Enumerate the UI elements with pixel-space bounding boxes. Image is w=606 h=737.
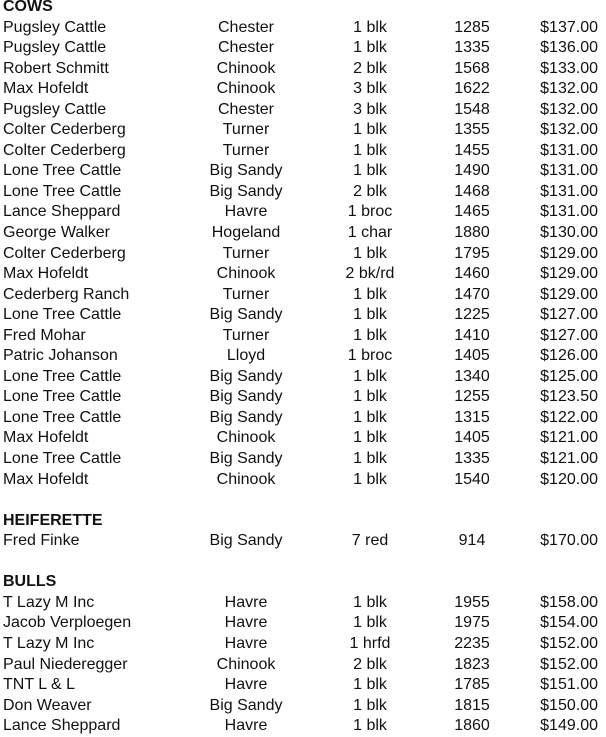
section-heading: HEIFERETTE — [3, 511, 103, 529]
table-row — [0, 675, 606, 696]
seller-name: Max Hofeldt — [3, 470, 89, 488]
seller-town: Big Sandy — [209, 532, 283, 550]
head-breed: 1 blk — [353, 162, 387, 180]
seller-town: Chester — [217, 39, 275, 57]
price: $130.00 — [540, 224, 598, 242]
price: $125.00 — [540, 367, 598, 385]
seller-name: TNT L & L — [3, 676, 76, 694]
seller-town: Turner — [222, 141, 270, 159]
section-spacer — [0, 552, 606, 573]
price: $120.00 — [540, 470, 598, 488]
weight: 1622 — [454, 80, 490, 98]
weight: 1460 — [454, 265, 490, 283]
head-breed: 1 blk — [353, 614, 387, 632]
table-row — [0, 100, 606, 121]
weight: 2235 — [454, 634, 490, 652]
price: $154.00 — [540, 614, 598, 632]
seller-town: Chester — [217, 100, 275, 118]
price: $131.00 — [540, 203, 598, 221]
head-breed: 1 blk — [353, 408, 387, 426]
head-breed: 7 red — [351, 532, 389, 550]
seller-name: Lone Tree Cattle — [3, 408, 122, 426]
section-heading: BULLS — [3, 573, 57, 591]
seller-name: Lance Sheppard — [3, 203, 121, 221]
price: $127.00 — [540, 306, 598, 324]
table-row — [0, 531, 606, 552]
head-breed: 1 blk — [353, 326, 387, 344]
weight: 1815 — [454, 696, 490, 714]
seller-name: Jacob Verploegen — [3, 614, 132, 632]
head-breed: 1 blk — [353, 696, 387, 714]
seller-name: Lance Sheppard — [3, 717, 121, 735]
head-breed: 1 blk — [353, 429, 387, 447]
price: $129.00 — [540, 285, 598, 303]
table-row — [0, 182, 606, 203]
head-breed: 2 bk/rd — [345, 265, 395, 283]
weight: 1490 — [454, 162, 490, 180]
seller-name: T Lazy M Inc — [3, 634, 95, 652]
seller-name: Pugsley Cattle — [3, 100, 107, 118]
seller-town: Chinook — [216, 655, 276, 673]
price: $126.00 — [540, 347, 598, 365]
seller-name: Don Weaver — [3, 696, 92, 714]
seller-town: Hogeland — [211, 224, 281, 242]
seller-town: Chinook — [216, 429, 276, 447]
price: $127.00 — [540, 326, 598, 344]
weight: 1410 — [454, 326, 490, 344]
seller-name: T Lazy M Inc — [3, 593, 95, 611]
head-breed: 3 blk — [353, 80, 387, 98]
head-breed: 1 blk — [353, 306, 387, 324]
price: $158.00 — [540, 593, 598, 611]
seller-town: Big Sandy — [209, 450, 283, 468]
weight: 1880 — [454, 224, 490, 242]
table-row — [0, 470, 606, 491]
seller-name: Lone Tree Cattle — [3, 388, 122, 406]
seller-name: Cederberg Ranch — [3, 285, 130, 303]
weight: 1405 — [454, 429, 490, 447]
table-row — [0, 696, 606, 717]
seller-town: Turner — [222, 285, 270, 303]
table-row — [0, 655, 606, 676]
price: $152.00 — [540, 634, 598, 652]
head-breed: 1 blk — [353, 470, 387, 488]
head-breed: 1 blk — [353, 141, 387, 159]
price: $152.00 — [540, 655, 598, 673]
table-row — [0, 716, 606, 737]
table-row — [0, 264, 606, 285]
weight: 1225 — [454, 306, 490, 324]
table-row — [0, 346, 606, 367]
table-row — [0, 59, 606, 80]
price: $132.00 — [540, 80, 598, 98]
seller-name: Fred Mohar — [3, 326, 86, 344]
price: $131.00 — [540, 182, 598, 200]
head-breed: 1 blk — [353, 717, 387, 735]
price: $131.00 — [540, 162, 598, 180]
seller-town: Havre — [224, 614, 268, 632]
head-breed: 1 blk — [353, 676, 387, 694]
weight: 1340 — [454, 367, 490, 385]
price: $121.00 — [540, 450, 598, 468]
seller-town: Chester — [217, 18, 275, 36]
table-row — [0, 18, 606, 39]
seller-town: Turner — [222, 121, 270, 139]
seller-town: Chinook — [216, 470, 276, 488]
seller-town: Turner — [222, 244, 270, 262]
seller-town: Turner — [222, 326, 270, 344]
price: $137.00 — [540, 18, 598, 36]
head-breed: 1 hrfd — [349, 634, 391, 652]
section-heading: COWS — [3, 0, 53, 15]
weight: 1255 — [454, 388, 490, 406]
seller-name: Max Hofeldt — [3, 429, 89, 447]
seller-name: Colter Cederberg — [3, 141, 126, 159]
table-row — [0, 285, 606, 306]
seller-town: Lloyd — [226, 347, 266, 365]
table-row — [0, 408, 606, 429]
table-row — [0, 141, 606, 162]
weight: 1335 — [454, 39, 490, 57]
price: $170.00 — [540, 532, 598, 550]
price: $131.00 — [540, 141, 598, 159]
table-row — [0, 387, 606, 408]
seller-town: Big Sandy — [209, 388, 283, 406]
seller-town: Chinook — [216, 80, 276, 98]
seller-town: Havre — [224, 593, 268, 611]
price: $132.00 — [540, 121, 598, 139]
seller-town: Big Sandy — [209, 182, 283, 200]
head-breed: 1 char — [347, 224, 393, 242]
price: $129.00 — [540, 265, 598, 283]
weight: 1315 — [454, 408, 490, 426]
price: $123.50 — [540, 388, 598, 406]
head-breed: 1 broc — [347, 347, 393, 365]
head-breed: 1 blk — [353, 593, 387, 611]
head-breed: 1 blk — [353, 367, 387, 385]
table-row — [0, 326, 606, 347]
seller-name: Patric Johanson — [3, 347, 118, 365]
seller-name: Lone Tree Cattle — [3, 162, 122, 180]
table-row — [0, 449, 606, 470]
seller-name: Lone Tree Cattle — [3, 367, 122, 385]
price: $149.00 — [540, 717, 598, 735]
price: $136.00 — [540, 39, 598, 57]
head-breed: 1 blk — [353, 121, 387, 139]
seller-name: Paul Niederegger — [3, 655, 128, 673]
price: $121.00 — [540, 429, 598, 447]
seller-town: Big Sandy — [209, 162, 283, 180]
head-breed: 1 blk — [353, 39, 387, 57]
seller-name: Lone Tree Cattle — [3, 182, 122, 200]
seller-town: Big Sandy — [209, 367, 283, 385]
table-row — [0, 120, 606, 141]
price: $150.00 — [540, 696, 598, 714]
weight: 1468 — [454, 182, 490, 200]
table-row — [0, 367, 606, 388]
weight: 1955 — [454, 593, 490, 611]
head-breed: 1 blk — [353, 244, 387, 262]
price: $122.00 — [540, 408, 598, 426]
seller-name: Lone Tree Cattle — [3, 450, 122, 468]
price: $129.00 — [540, 244, 598, 262]
weight: 1795 — [454, 244, 490, 262]
head-breed: 1 blk — [353, 388, 387, 406]
weight: 1470 — [454, 285, 490, 303]
seller-name: Max Hofeldt — [3, 265, 89, 283]
seller-name: Fred Finke — [3, 532, 80, 550]
weight: 1975 — [454, 614, 490, 632]
table-row — [0, 38, 606, 59]
seller-name: Colter Cederberg — [3, 121, 126, 139]
table-row — [0, 613, 606, 634]
seller-name: Robert Schmitt — [3, 59, 109, 77]
table-row — [0, 593, 606, 614]
weight: 914 — [458, 532, 486, 550]
weight: 1455 — [454, 141, 490, 159]
table-row — [0, 634, 606, 655]
weight: 1540 — [454, 470, 490, 488]
seller-town: Havre — [224, 203, 268, 221]
seller-name: Colter Cederberg — [3, 244, 126, 262]
section-spacer — [0, 490, 606, 511]
weight: 1860 — [454, 717, 490, 735]
head-breed: 1 broc — [347, 203, 393, 221]
seller-name: George Walker — [3, 224, 110, 242]
seller-name: Pugsley Cattle — [3, 39, 107, 57]
price: $132.00 — [540, 100, 598, 118]
table-row — [0, 79, 606, 100]
price: $151.00 — [540, 676, 598, 694]
weight: 1355 — [454, 121, 490, 139]
seller-town: Big Sandy — [209, 408, 283, 426]
weight: 1465 — [454, 203, 490, 221]
seller-town: Havre — [224, 634, 268, 652]
weight: 1785 — [454, 676, 490, 694]
weight: 1405 — [454, 347, 490, 365]
head-breed: 2 blk — [353, 655, 387, 673]
seller-town: Havre — [224, 717, 268, 735]
seller-town: Havre — [224, 676, 268, 694]
seller-name: Max Hofeldt — [3, 80, 89, 98]
table-row — [0, 244, 606, 265]
head-breed: 2 blk — [353, 59, 387, 77]
price: $133.00 — [540, 59, 598, 77]
weight: 1823 — [454, 655, 490, 673]
seller-name: Lone Tree Cattle — [3, 306, 122, 324]
seller-town: Chinook — [216, 59, 276, 77]
weight: 1335 — [454, 450, 490, 468]
head-breed: 1 blk — [353, 18, 387, 36]
seller-town: Big Sandy — [209, 696, 283, 714]
table-row — [0, 223, 606, 244]
head-breed: 2 blk — [353, 182, 387, 200]
seller-town: Big Sandy — [209, 306, 283, 324]
head-breed: 3 blk — [353, 100, 387, 118]
table-row — [0, 428, 606, 449]
table-row — [0, 202, 606, 223]
head-breed: 1 blk — [353, 450, 387, 468]
weight: 1568 — [454, 59, 490, 77]
table-row — [0, 305, 606, 326]
table-row — [0, 161, 606, 182]
weight: 1548 — [454, 100, 490, 118]
weight: 1285 — [454, 18, 490, 36]
seller-name: Pugsley Cattle — [3, 18, 107, 36]
head-breed: 1 blk — [353, 285, 387, 303]
seller-town: Chinook — [216, 265, 276, 283]
